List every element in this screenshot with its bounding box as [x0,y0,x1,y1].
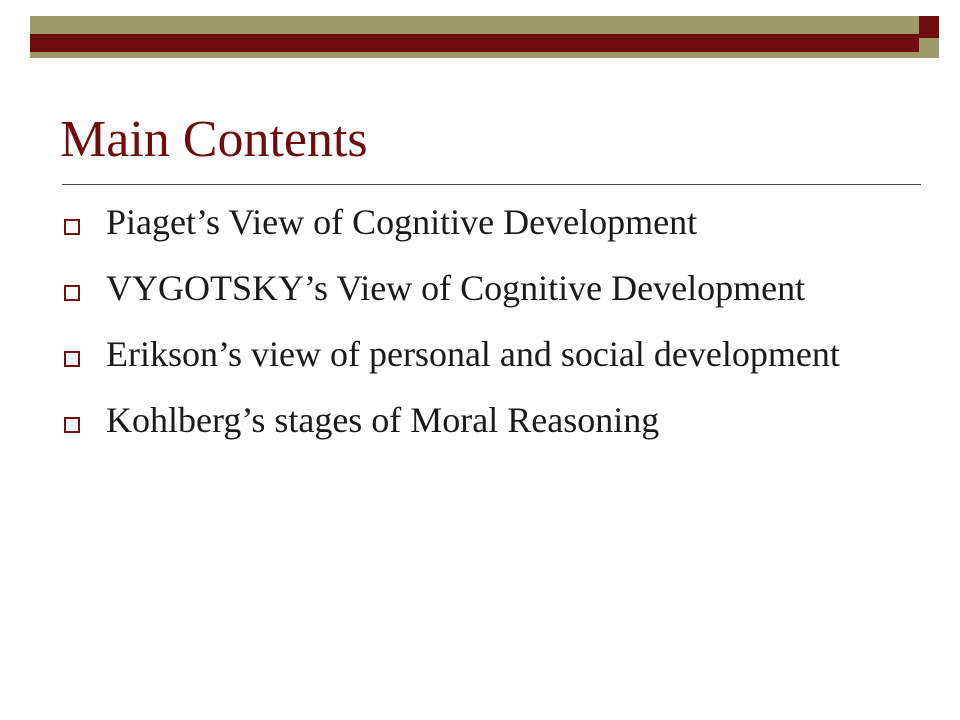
bullet-text: VYGOTSKY’s View of Cognitive Development [106,268,806,308]
hollow-square-bullet-icon [64,351,80,367]
hollow-square-bullet-icon [64,219,80,235]
corner-red-square [919,16,939,38]
bullet-item [0,332,960,376]
title-divider [62,184,921,185]
hollow-square-bullet-icon [64,417,80,433]
bullet-item [0,200,960,244]
header-red-bar [30,34,919,52]
bullet-text: Piaget’s View of Cognitive Development [106,202,698,242]
bullet-list [0,200,960,464]
bullet-item [0,398,960,442]
header-olive-bar-top [30,16,919,34]
corner-olive-square [919,38,939,58]
slide-title: Main Contents [60,111,368,168]
header-olive-bar-bottom [30,52,919,58]
bullet-text: Kohlberg’s stages of Moral Reasoning [106,400,660,440]
bullet-item [0,266,960,310]
hollow-square-bullet-icon [64,285,80,301]
bullet-text: Erikson’s view of personal and social development [106,334,840,374]
